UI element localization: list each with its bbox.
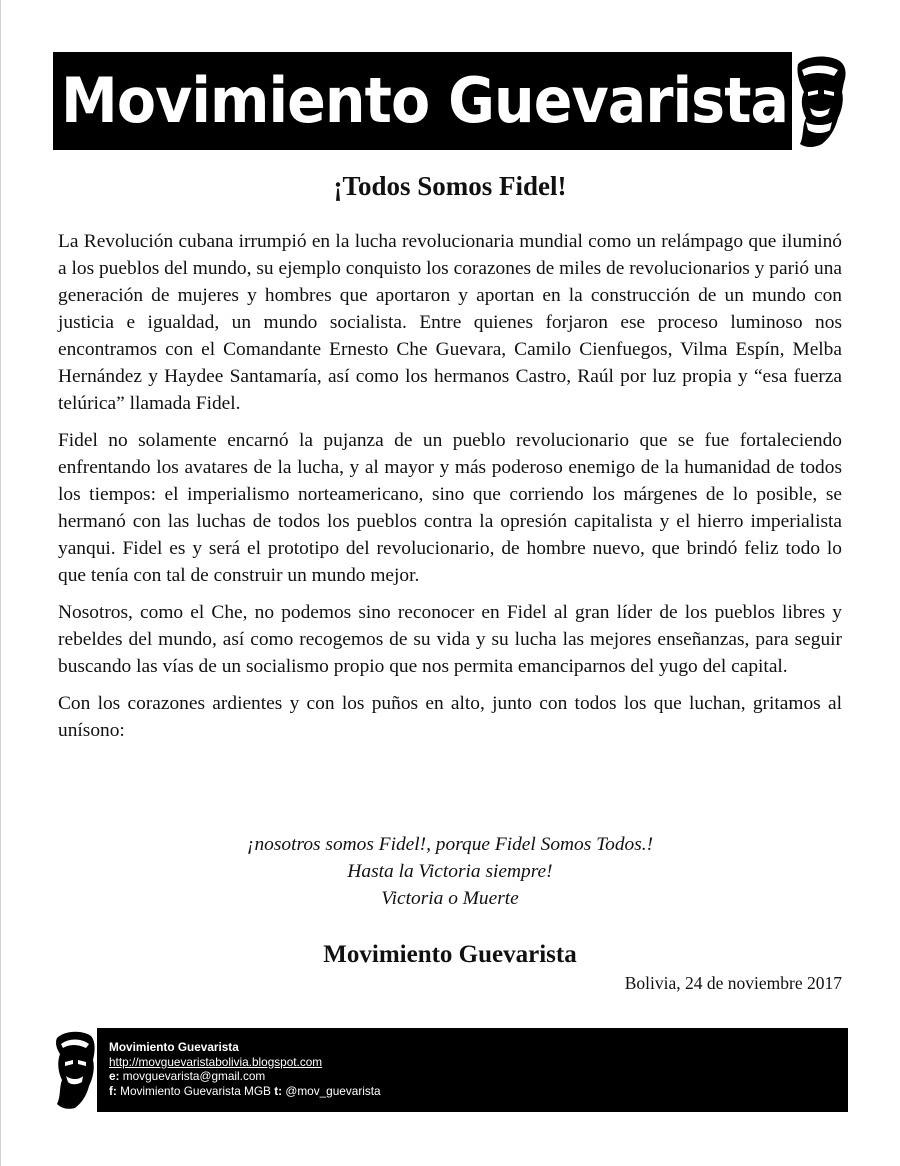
facebook-handle[interactable]: Movimiento Guevarista MGB — [120, 1083, 271, 1098]
place-date: Bolivia, 24 de noviembre 2017 — [624, 973, 842, 993]
footer-contact — [109, 1040, 381, 1098]
blog-link[interactable]: http://movguevaristabolivia.blogspot.com — [109, 1054, 323, 1069]
paragraph-4: Con los corazones ardientes y con los puños en alto, junto con todos los que luchan, gritamos al unísono: — [58, 693, 842, 741]
slogan-2: Hasta la Victoria siempre! — [347, 861, 553, 882]
document-body — [58, 228, 842, 754]
facebook-label: f: — [109, 1083, 117, 1098]
email-address[interactable]: movguevarista@gmail.com — [122, 1069, 266, 1083]
footer-banner — [53, 1028, 848, 1112]
header-title: Movimiento Guevarista — [61, 64, 789, 137]
email-label: e: — [109, 1069, 120, 1083]
footer-org-name: Movimiento Guevarista — [109, 1040, 239, 1054]
slogan-3: Victoria o Muerte — [381, 888, 519, 909]
paragraph-3: Nosotros, como el Che, no podemos sino reconocer en Fidel al gran líder de los pueblos libres y rebeldes del mundo, así como recogemos de su vida y su lucha las mejores enseñanzas, para seguir buscando las vías de un socialismo propio que nos permita emanciparnos del yugo del capital. — [58, 602, 842, 677]
footer-social-line — [109, 1084, 381, 1099]
paragraph-2: Fidel no solamente encarnó la pujanza de un pueblo revolucionario que se fue fortaleciendo enfrentando los avatares de la lucha, y al mayor y más poderoso enemigo de la humanidad de todos los tiempos: el imperialismo norteamericano, sino que corriendo los márgenes de lo posible, se hermanó con las luchas de todos los pueblos contra la opresión capitalista y el hierro imperialista yanqui. Fidel es y será el prototipo del revolucionario, de hombre nuevo, que brindó feliz todo lo que tenía con tal de construir un mundo mejor. — [58, 430, 842, 586]
che-portrait-icon — [792, 52, 848, 150]
twitter-label: t: — [274, 1083, 283, 1098]
signature: Movimiento Guevarista — [323, 941, 577, 968]
paragraph-1: La Revolución cubana irrumpió en la lucha revolucionaria mundial como un relámpago que iluminó a los pueblos del mundo, su ejemplo conquisto los corazones de miles de revolucionarios y parió una generación de mujeres y hombres que aportaron y aportan en la construcción de un mundo con justicia e igualdad, un mundo socialista. Entre quienes forjaron ese proceso luminoso nos encontramos con el Comandante Ernesto Che Guevara, Camilo Cienfuegos, Vilma Espín, Melba Hernández y Haydee Santamaría, así como los hermanos Castro, Raúl por luz propia y “esa fuerza telúrica” llamada Fidel. — [58, 231, 842, 414]
slogan-1: ¡nosotros somos Fidel!, porque Fidel Somos Todos.! — [246, 834, 654, 855]
che-portrait-icon — [53, 1028, 97, 1112]
header-banner — [53, 52, 848, 150]
twitter-handle[interactable]: @mov_guevarista — [285, 1083, 381, 1098]
document-title: ¡Todos Somos Fidel! — [333, 171, 567, 201]
slogans — [0, 831, 900, 912]
footer-email-line — [109, 1069, 381, 1084]
